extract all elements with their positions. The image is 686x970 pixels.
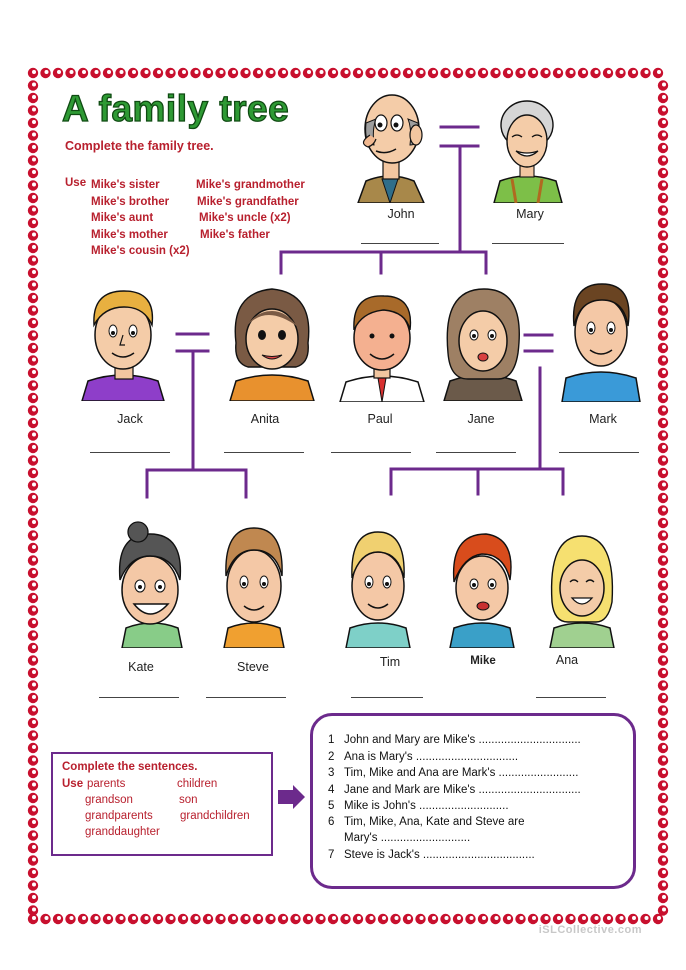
name-anita: Anita bbox=[250, 412, 280, 426]
name-tim: Tim bbox=[379, 655, 401, 669]
use-word: Mike's cousin (x2) bbox=[91, 245, 190, 257]
use-word: Mike's grandmother bbox=[196, 179, 305, 191]
word-item: grandson bbox=[85, 794, 133, 806]
name-steve: Steve bbox=[237, 660, 269, 674]
use-word: Mike's father bbox=[200, 228, 270, 241]
use-word: Mike's mother bbox=[91, 228, 168, 241]
word-box-use-label: Use bbox=[62, 778, 84, 790]
jane-portrait bbox=[440, 283, 526, 401]
kate-portrait bbox=[110, 520, 190, 648]
name-kate: Kate bbox=[128, 660, 154, 674]
sentence-7: 7 Steve is Jack's ................................... bbox=[328, 849, 535, 861]
answer-blank-steve[interactable] bbox=[206, 697, 286, 698]
use-label: Use bbox=[65, 177, 87, 189]
sentence-3: 3 Tim, Mike and Ana are Mark's ......................... bbox=[328, 767, 579, 779]
word-item: parents bbox=[87, 778, 126, 790]
use-word: Mike's brother bbox=[91, 195, 170, 208]
name-mark: Mark bbox=[589, 412, 617, 426]
use-word: Mike's uncle (x2) bbox=[199, 212, 291, 224]
mike-portrait bbox=[446, 530, 518, 648]
name-paul: Paul bbox=[367, 412, 393, 426]
word-item: grandparents bbox=[85, 810, 153, 822]
sentences-box bbox=[310, 713, 636, 889]
watermark: iSLCollective.com bbox=[538, 924, 642, 936]
anita-portrait bbox=[226, 283, 318, 401]
answer-blank-paul[interactable] bbox=[331, 452, 411, 453]
tim-portrait bbox=[342, 524, 414, 648]
name-mary: Mary bbox=[516, 207, 544, 221]
name-ana: Ana bbox=[555, 653, 579, 667]
word-item: grandchildren bbox=[180, 810, 250, 822]
sentence-2: 2 Ana is Mary's ................................ bbox=[328, 751, 519, 763]
word-box-heading: Complete the sentences. bbox=[62, 761, 198, 773]
answer-blank-anita[interactable] bbox=[224, 452, 304, 453]
name-mike: Mike bbox=[470, 655, 496, 667]
use-word: Mike's grandfather bbox=[197, 195, 299, 208]
answer-blank-kate[interactable] bbox=[99, 697, 179, 698]
answer-blank-ana[interactable] bbox=[536, 697, 606, 698]
answer-blank-tim[interactable] bbox=[351, 697, 423, 698]
mark-portrait bbox=[560, 278, 642, 402]
mary-portrait bbox=[490, 95, 565, 203]
paul-portrait bbox=[338, 290, 426, 402]
sentence-4: 4 Jane and Mark are Mike's ................................ bbox=[328, 784, 581, 796]
sentence-5: 5 Mike is John's ............................ bbox=[328, 800, 509, 812]
answer-blank-jack[interactable] bbox=[90, 452, 170, 453]
word-item: granddaughter bbox=[85, 826, 160, 838]
jack-portrait bbox=[78, 283, 168, 401]
answer-blank-mark[interactable] bbox=[559, 452, 639, 453]
use-word: Mike's aunt bbox=[91, 212, 154, 224]
instruction-text: Complete the family tree. bbox=[65, 139, 214, 153]
sentence-6: 6 Tim, Mike, Ana, Kate and Steve are bbox=[328, 816, 525, 828]
ana-portrait bbox=[546, 532, 618, 648]
sentence-1: 1 John and Mary are Mike's ................................ bbox=[328, 734, 581, 746]
answer-blank-john[interactable] bbox=[361, 243, 439, 244]
answer-blank-mary[interactable] bbox=[492, 243, 564, 244]
name-jane: Jane bbox=[467, 412, 495, 426]
worksheet-title: A family tree bbox=[62, 88, 290, 129]
use-word: Mike's sister bbox=[91, 179, 160, 191]
word-item: children bbox=[177, 778, 218, 790]
steve-portrait bbox=[218, 520, 290, 648]
name-john: John bbox=[387, 207, 415, 221]
name-jack: Jack bbox=[117, 412, 143, 426]
sentence-6-cont: Mary's ............................ bbox=[344, 832, 471, 844]
answer-blank-jane[interactable] bbox=[436, 452, 516, 453]
word-item: son bbox=[179, 794, 198, 806]
word-box bbox=[51, 752, 273, 856]
john-portrait bbox=[352, 83, 430, 203]
arrow-right-icon bbox=[276, 785, 306, 809]
